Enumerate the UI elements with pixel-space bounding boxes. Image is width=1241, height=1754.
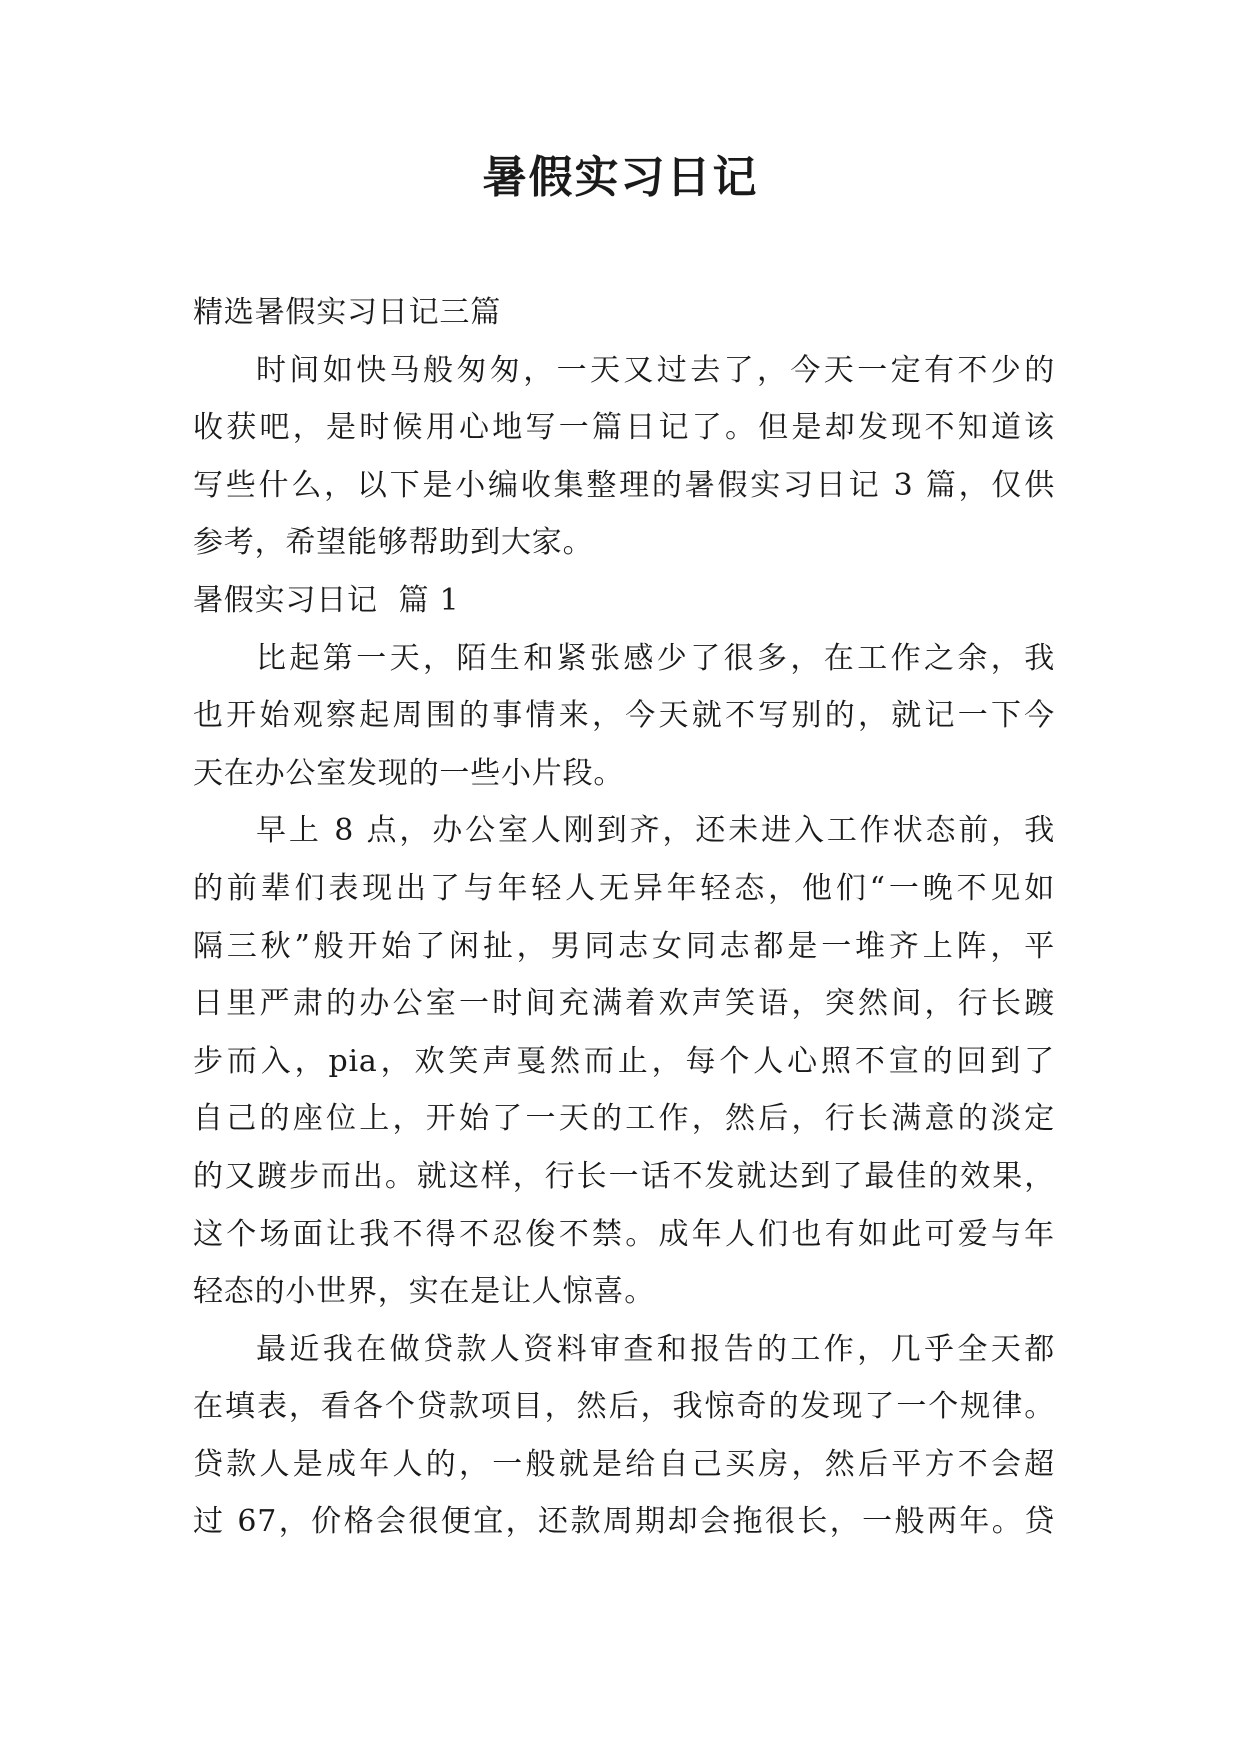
paragraph-line: 隔三秋”般开始了闲扯，男同志女同志都是一堆齐上阵，平 [193,928,1055,964]
paragraph-line: 写些什么，以下是小编收集整理的暑假实习日记 3 篇，仅供 [193,467,1055,503]
document-body [193,284,1055,1551]
paragraph-1 [193,630,1055,803]
section-heading: 暑假实习日记 篇 1 [193,582,460,618]
paragraph-line: 过 67，价格会很便宜，还款周期却会拖很长，一般两年。贷 [193,1504,1055,1540]
paragraph-2 [193,802,1055,1320]
paragraph-line: 轻态的小世界，实在是让人惊喜。 [193,1274,655,1310]
paragraph-line: 早上 8 点，办公室人刚到齐，还未进入工作状态前，我 [256,813,1055,849]
paragraph-line: 日里严肃的办公室一时间充满着欢声笑语，突然间，行长踱 [193,986,1055,1022]
paragraph-line: 自己的座位上，开始了一天的工作，然后，行长满意的淡定 [193,1101,1055,1137]
paragraph-line: 步而入，pia，欢笑声戛然而止，每个人心照不宣的回到了 [193,1043,1055,1079]
intro-paragraph [193,342,1055,572]
paragraph-line: 比起第一天，陌生和紧张感少了很多，在工作之余，我 [256,640,1055,676]
paragraph-line: 的前辈们表现出了与年轻人无异年轻态，他们“一晚不见如 [193,870,1055,906]
paragraph-line: 收获吧，是时候用心地写一篇日记了。但是却发现不知道该 [193,410,1055,446]
paragraph-line: 参考，希望能够帮助到大家。 [193,525,594,561]
paragraph-line: 在填表，看各个贷款项目，然后，我惊奇的发现了一个规律。 [193,1389,1055,1425]
paragraph-3 [193,1321,1055,1551]
subtitle: 精选暑假实习日记三篇 [193,295,501,330]
paragraph-line: 时间如快马般匆匆，一天又过去了，今天一定有不少的 [256,352,1055,388]
paragraph-line: 天在办公室发现的一些小片段。 [193,755,625,791]
paragraph-line: 这个场面让我不得不忍俊不禁。成年人们也有如此可爱与年 [193,1216,1055,1252]
document-title: 暑假实习日记 [482,152,759,203]
paragraph-line: 的又踱步而出。就这样，行长一话不发就达到了最佳的效果， [193,1158,1055,1194]
paragraph-line: 最近我在做贷款人资料审查和报告的工作，几乎全天都 [256,1331,1055,1367]
paragraph-line: 也开始观察起周围的事情来，今天就不写别的，就记一下今 [193,698,1055,734]
paragraph-line: 贷款人是成年人的，一般就是给自己买房，然后平方不会超 [193,1446,1055,1482]
